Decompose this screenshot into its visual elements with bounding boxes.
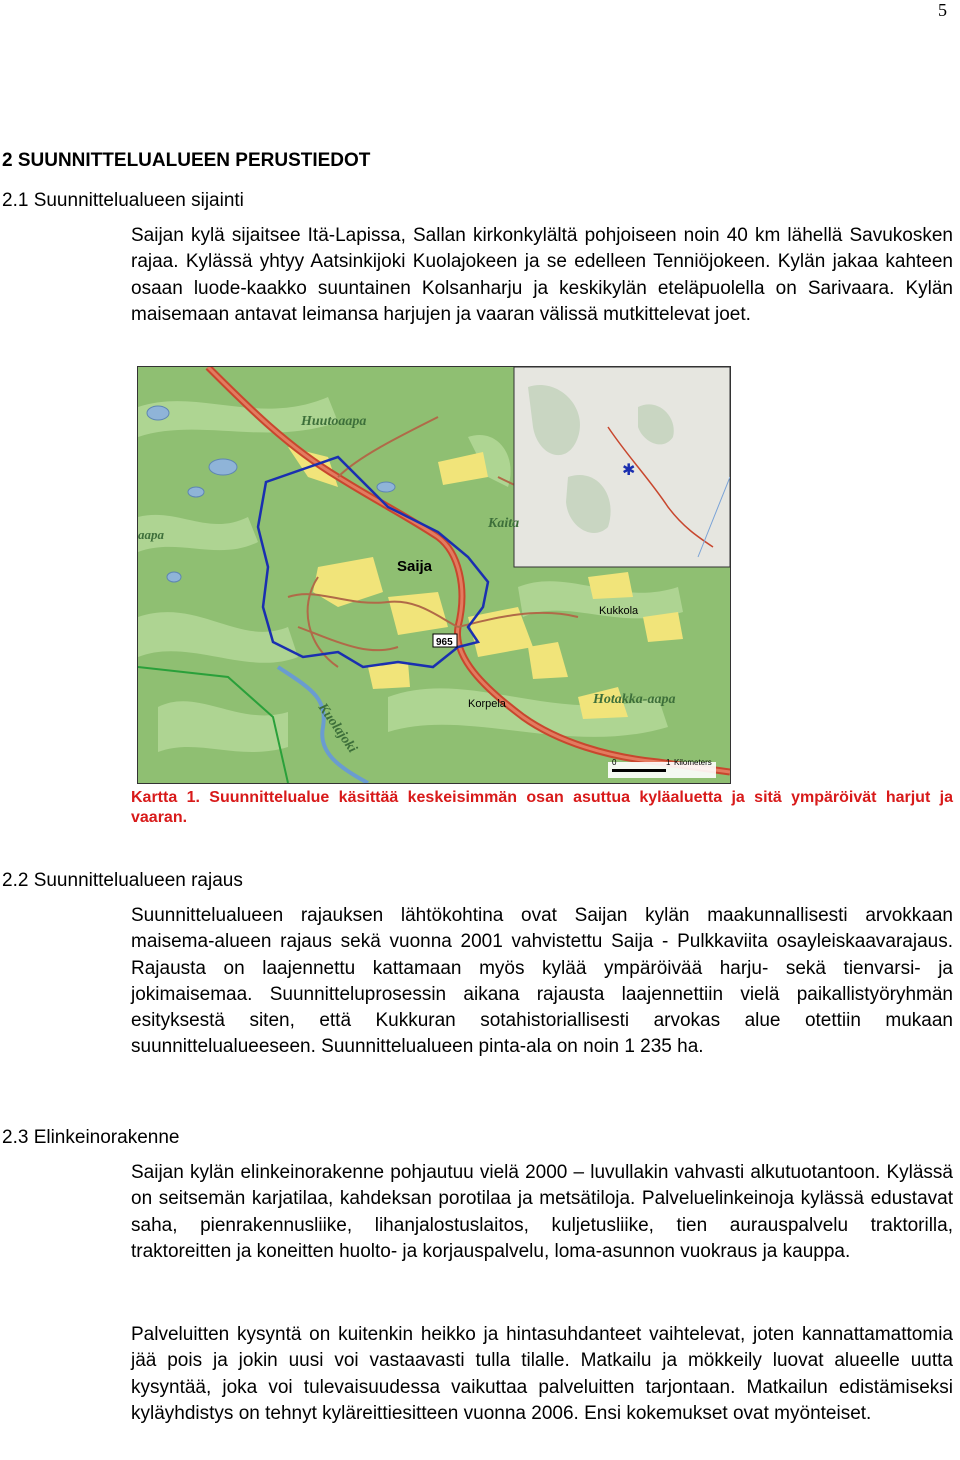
section-2-3-paragraph-2: Palveluitten kysyntä on kuitenkin heikko ja hintasuhdanteet vaihtelevat, joten kannattamattomia jää pois ja jokin uusi voi vastaavasti tulla tilalle. Matkailu ja mökkeily luovat alueelle uutta kysyntää, joka voi tulevaisuudessa vaikuttaa palveluitten tarjontaan. Matkailun edistämiseksi kyläyhdistys on tehnyt kyläreittiesitteen vuonna 2006. Ensi kokemukset ovat myönteiset. [131,1324,953,1424]
label-kaita: Kaita [488,516,520,531]
section-2-3-paragraph-1: Saijan kylän elinkeinorakenne pohjautuu vielä 2000 – luvullakin vahvasti alkutuotantoon. Kylässä on seitsemän karjatilaa, kahdeksan porotilaa ja metsätiloja. Palveluelinkeinoja kylässä edustavat saha, pienrakennusliike, lihanjalostuslaitos, kuljetusliike, tien aurauspalvelu traktorilla, traktoreitten ja koneitten huolto- ja korjauspalvelu, loma-asunnon vuokraus ja kauppa. [131,1162,953,1262]
location-star-icon: ✱ [622,460,636,479]
section-2-2-heading: 2.2 Suunnittelualueen rajaus [2,870,243,891]
scale-one: 1 [666,758,671,767]
label-korpela: Korpela [468,698,506,710]
section-2-1-paragraph: Saijan kylä sijaitsee Itä-Lapissa, Sallan kirkonkylältä pohjoiseen noin 40 km lähellä Savukosken rajaa. Kylässä yhtyy Aatsinkijoki Kuolajokeen ja se edelleen Tenniöjokeen. Kylän jakaa kahteen osaan luode-kaakko suuntainen Kolsanharju ja keskikylän eteläpuolella on Sarivaara. Kylän maisemaan antavat leimansa harjujen ja vaaran välissä mutkittelevat joet. [131,225,953,325]
label-saija: Saija [397,558,433,575]
chapter-heading: 2 SUUNNITTELUALUEEN PERUSTIEDOT [2,150,371,171]
inset-overview [514,367,730,567]
scale-unit: Kilometers [674,758,712,767]
label-kukkola: Kukkola [599,605,639,617]
section-2-3-heading: 2.3 Elinkeinorakenne [2,1127,180,1148]
map-caption: Kartta 1. Suunnittelualue käsittää keskeisimmän osan asuttua kyläaluetta ja sitä ympäröivät harjut ja vaaran. [131,789,953,826]
label-aapa: aapa [138,527,164,542]
page-number: 5 [938,0,947,20]
scale-zero: 0 [612,758,617,767]
label-hotakka-aapa: Hotakka-aapa [593,692,676,707]
label-kuolajoki: Kuolajoki [314,700,360,756]
location-map [137,366,731,784]
label-road-965: 965 [436,637,453,648]
road-number-sign [433,634,457,648]
section-2-2-paragraph: Suunnittelualueen rajauksen lähtökohtina ovat Saijan kylän maakunnallisesti arvokkaan maisema-alueen rajaus sekä vuonna 2001 vahvistettu Saija - Pulkkaviita osayleiskaavarajaus. Rajausta on laajennettu kattamaan myös kylää ympäröivää harju- sekä tienvarsi- ja jokimaisemaa. Suunnitteluprosessin aikana rajausta laajennettiin vielä paikallistyöryhmän esityksestä siten, että Kukkuran sotahistoriallisesti arvokas alue otettiin mukaan suunnittelualueeseen. Suunnittelualueen pinta-ala on noin 1 235 ha. [131,905,953,1058]
section-2-1-heading: 2.1 Suunnittelualueen sijainti [2,190,244,211]
label-huutoaapa: Huutoaapa [301,414,367,429]
